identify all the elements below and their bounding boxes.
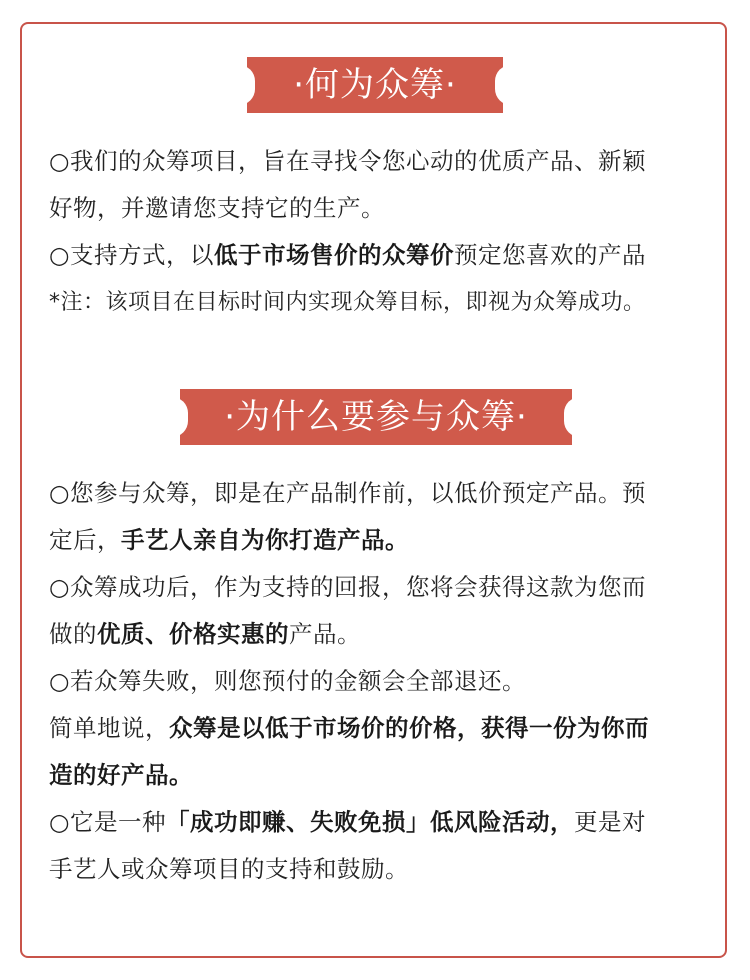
text-segment: 好物，并邀请您支持它的生产。 <box>49 194 385 222</box>
text-line <box>49 517 709 564</box>
text-segment: ○众筹成功后，作为支持的回报，您将会获得这款为您而 <box>49 573 647 601</box>
text-segment: 定后， <box>49 526 121 554</box>
text-segment: ○它是一种 <box>49 808 167 836</box>
text-line <box>49 232 709 279</box>
bold-text: 「成功即赚、失败免损」低风险活动， <box>166 808 575 836</box>
section-title-why-join-crowdfunding: ·为什么要参与众筹· <box>180 389 572 445</box>
text-line <box>49 658 709 705</box>
text-segment: 预定您喜欢的产品 <box>454 241 647 269</box>
bold-text: 优质、价格实惠的 <box>97 620 289 648</box>
text-line <box>49 279 709 326</box>
text-line <box>49 470 709 517</box>
section-title-what-is-crowdfunding: ·何为众筹· <box>247 57 503 113</box>
text-line <box>49 185 709 232</box>
text-segment: 更是对 <box>574 808 647 836</box>
text-line <box>49 138 709 185</box>
text-segment: ○我们的众筹项目，旨在寻找令您心动的优质产品、新颖 <box>49 147 647 175</box>
text-line <box>49 705 709 752</box>
text-line <box>49 564 709 611</box>
text-line <box>49 611 709 658</box>
section-body-why-join-crowdfunding <box>49 470 709 893</box>
text-segment: 手艺人或众筹项目的支持和鼓励。 <box>49 855 409 883</box>
text-segment: ○支持方式，以 <box>49 241 215 269</box>
text-line <box>49 799 709 846</box>
bold-text: 众筹是以低于市场价的价格，获得一份为你而 <box>169 714 649 742</box>
bold-text: 造的好产品。 <box>49 761 193 789</box>
text-segment: ○若众筹失败，则您预付的金额会全部退还。 <box>49 667 527 695</box>
text-segment: 简单地说， <box>49 714 169 742</box>
bold-text: 低于市场售价的众筹价 <box>214 241 455 269</box>
text-segment: 产品。 <box>289 620 361 648</box>
text-line <box>49 752 709 799</box>
text-line <box>49 846 709 893</box>
bold-text: 手艺人亲自为你打造产品。 <box>121 526 409 554</box>
text-segment: ○您参与众筹，即是在产品制作前，以低价预定产品。预 <box>49 479 647 507</box>
text-segment: *注：该项目在目标时间内实现众筹目标，即视为众筹成功。 <box>49 290 646 315</box>
section-body-what-is-crowdfunding <box>49 138 709 326</box>
text-segment: 做的 <box>49 620 97 648</box>
